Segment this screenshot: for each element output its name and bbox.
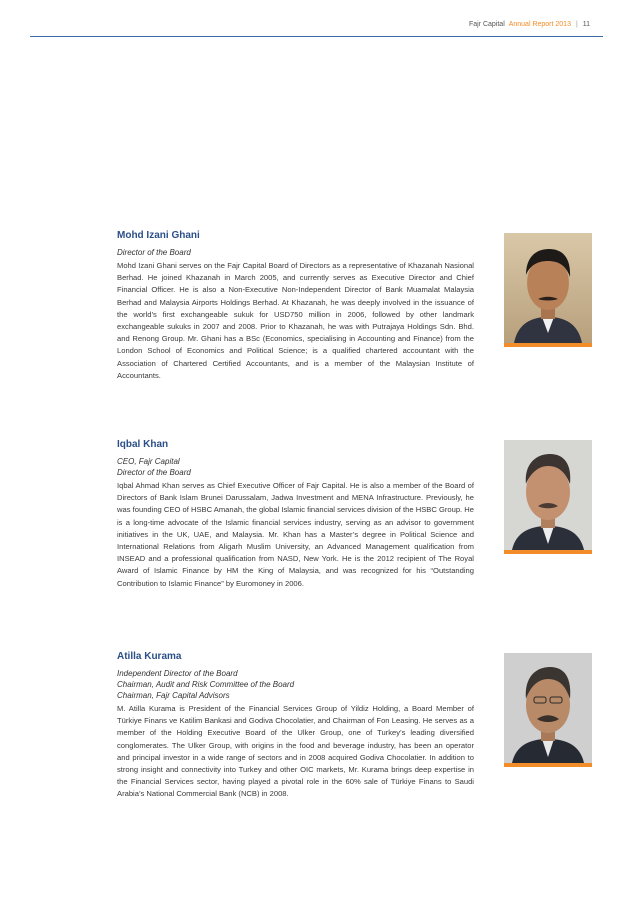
portrait-atilla-kurama	[504, 653, 592, 767]
header-report-title: Annual Report 2013	[508, 21, 571, 28]
profile-iqbal-khan	[117, 439, 474, 590]
page-number: 11	[582, 21, 590, 28]
profile-roles	[117, 456, 474, 478]
profile-name: Iqbal Khan	[117, 439, 169, 450]
portrait-photo	[504, 440, 592, 550]
profile-role: Director of the Board	[117, 468, 191, 477]
portrait-iqbal-khan	[504, 440, 592, 554]
header-company: Fajr Capital	[468, 21, 505, 28]
profile-name: Mohd Izani Ghani	[117, 230, 200, 241]
portrait-accent-bar	[504, 763, 592, 767]
header-rule	[30, 36, 603, 37]
portrait-mohd-izani-ghani	[504, 233, 592, 347]
profile-role: Chairman, Audit and Risk Committee of the Board	[117, 680, 295, 689]
profile-bio: M. Atilla Kurama is President of the Financial Services Group of Yildiz Holding, a Board Member of Türkiye Finans ve Katilim Bankasi and Godiva Chocolatier, and Chairman of Fon Leasing. He serves as a member of the Holding Executive Board of the Ulker Group, one of Turkey’s leading diversified conglomerates. The Ulker Group, with origins in the food and beverage industry, has been an operator and principal investor in a wide range of sectors and in 2008 acquired Godiva Chocolatier. In addition to strong insight and connectivity into Turkey and other OIC markets, Mr. Kurama brings deep expertise in the Financial Services sector, having played a pivotal role in the 60% sale of Türkiye Finans to Saudi Arabia’s National Commercial Bank (NCB) in 2008.	[117, 704, 474, 799]
profile-roles	[117, 668, 474, 701]
profile-mohd-izani-ghani	[117, 230, 474, 382]
portrait-accent-bar	[504, 550, 592, 554]
profile-name: Atilla Kurama	[117, 651, 182, 662]
portrait-accent-bar	[504, 343, 592, 347]
profile-role: Independent Director of the Board	[117, 669, 238, 678]
profile-atilla-kurama	[117, 651, 474, 801]
profile-role: Director of the Board	[117, 248, 191, 257]
profile-roles	[117, 247, 474, 258]
header-separator: |	[575, 21, 578, 28]
profile-role: CEO, Fajr Capital	[117, 457, 180, 466]
page-header	[469, 21, 590, 28]
portrait-photo	[504, 233, 592, 343]
portrait-photo	[504, 653, 592, 763]
profile-role: Chairman, Fajr Capital Advisors	[117, 691, 230, 700]
profile-bio: Mohd Izani Ghani serves on the Fajr Capital Board of Directors as a representative of Khazanah Nasional Berhad. He joined Khazanah in March 2005, and currently serves as Executive Director and Chief Financial Officer. He is also a Non-Executive Non-Independent Director of Bank Muamalat Malaysia Berhad and Malaysia Airports Holdings Berhad. At Khazanah, he was deeply involved in the issuance of the world’s first exchangeable sukuk for USD750 million in 2006, followed by other landmark exchangeable sukuks in 2007 and 2008. Prior to Khazanah, he was with Putrajaya Holdings Sdn. Bhd. and Renong Group. Mr. Ghani has a BSc (Economics, specialising in Accounting and Finance) from the London School of Economics and Political Science; is a qualified chartered accountant with the Association of Chartered Certified Accountants, and is a member of the Malaysian Institute of Accountants.	[117, 261, 474, 380]
profile-bio: Iqbal Ahmad Khan serves as Chief Executive Officer of Fajr Capital. He is also a member of the Board of Directors of Bank Islam Brunei Darussalam, Jadwa Investment and MENA Infrastructure. Previously, he was founding CEO of HSBC Amanah, the global Islamic financial services division of the HSBC Group. He is a long-time advocate of the Islamic financial services industry, serving as an advisor to government initiatives in the UK, UAE, and Malaysia. Mr. Khan has a Master’s degree in Political Science and International Relations from Aligarh Muslim University, an Advanced Management qualification from INSEAD and a professional qualification from NASD, New York. He is the 2012 recipient of The Royal Award of Islamic Finance by HM the King of Malaysia, and was recognized for his “Outstanding Contribution to Islamic Finance” by Euromoney in 2006.	[117, 481, 474, 588]
